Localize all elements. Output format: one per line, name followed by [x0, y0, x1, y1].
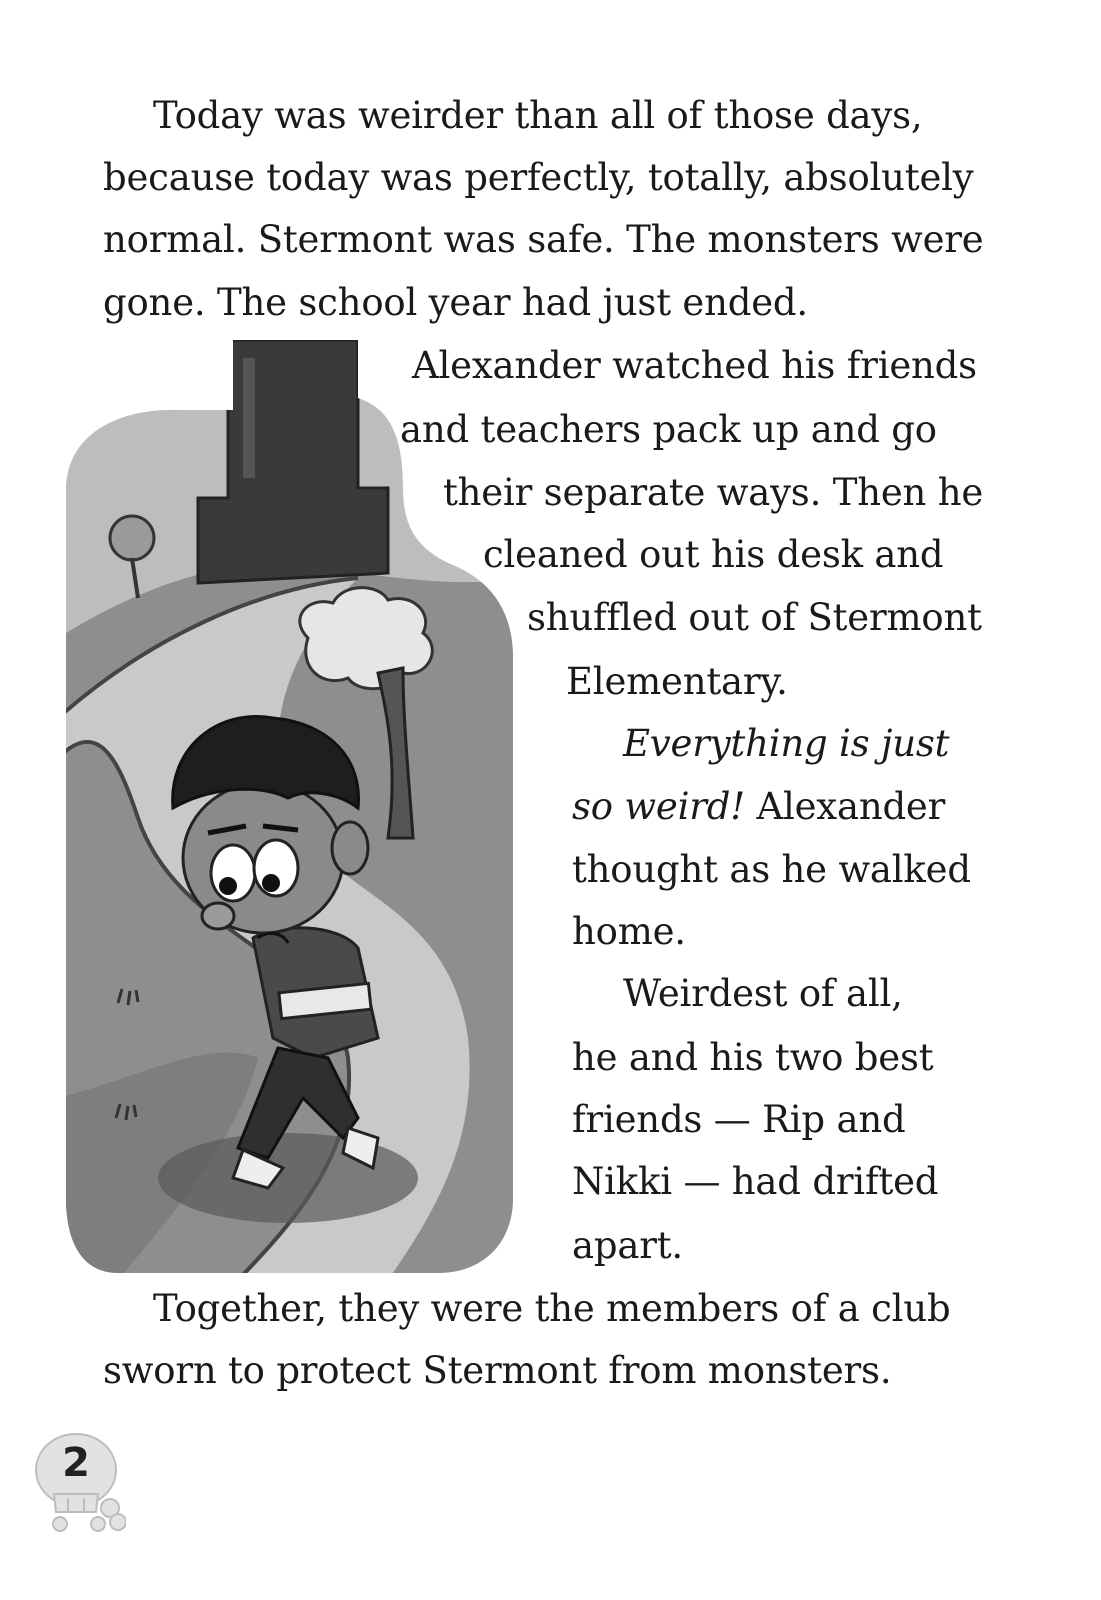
page-number — [34, 1432, 126, 1532]
paragraph-line: gone. The school year had just ended. — [103, 281, 808, 324]
paragraph-line: and teachers pack up and go — [400, 408, 937, 451]
paragraph-line: Alexander watched his friends — [412, 344, 977, 387]
paragraph-line: their separate ways. Then he — [443, 471, 984, 514]
italic-text: so weird! — [572, 785, 745, 828]
paragraph-line: thought as he walked — [572, 848, 971, 891]
italic-text: Everything is just — [623, 722, 950, 765]
paragraph-line: Elementary. — [566, 660, 788, 703]
paragraph-line: he and his two best — [572, 1036, 934, 1079]
paragraph-line — [572, 785, 945, 829]
page-number-text: 2 — [62, 1440, 90, 1486]
paragraph-line: Together, they were the members of a club — [153, 1287, 951, 1330]
paragraph-line: Nikki — had drifted — [572, 1160, 939, 1203]
text-span: Alexander — [756, 785, 946, 828]
paragraph-line: because today was perfectly, totally, absolutely — [103, 156, 974, 199]
paragraph-line: Weirdest of all, — [623, 972, 903, 1015]
paragraph-line: sworn to protect Stermont from monsters. — [103, 1349, 892, 1392]
paragraph-line: cleaned out his desk and — [483, 533, 944, 576]
boy-walking-home-illustration — [58, 338, 528, 1280]
paragraph-line: shuffled out of Stermont — [527, 596, 982, 639]
paragraph-line: home. — [572, 910, 686, 953]
paragraph-line — [623, 722, 949, 766]
paragraph-line: normal. Stermont was safe. The monsters were — [103, 218, 984, 261]
paragraph-line: apart. — [572, 1224, 683, 1267]
paragraph-line: friends — Rip and — [572, 1098, 906, 1141]
paragraph-line: Today was weirder than all of those days, — [153, 94, 923, 137]
